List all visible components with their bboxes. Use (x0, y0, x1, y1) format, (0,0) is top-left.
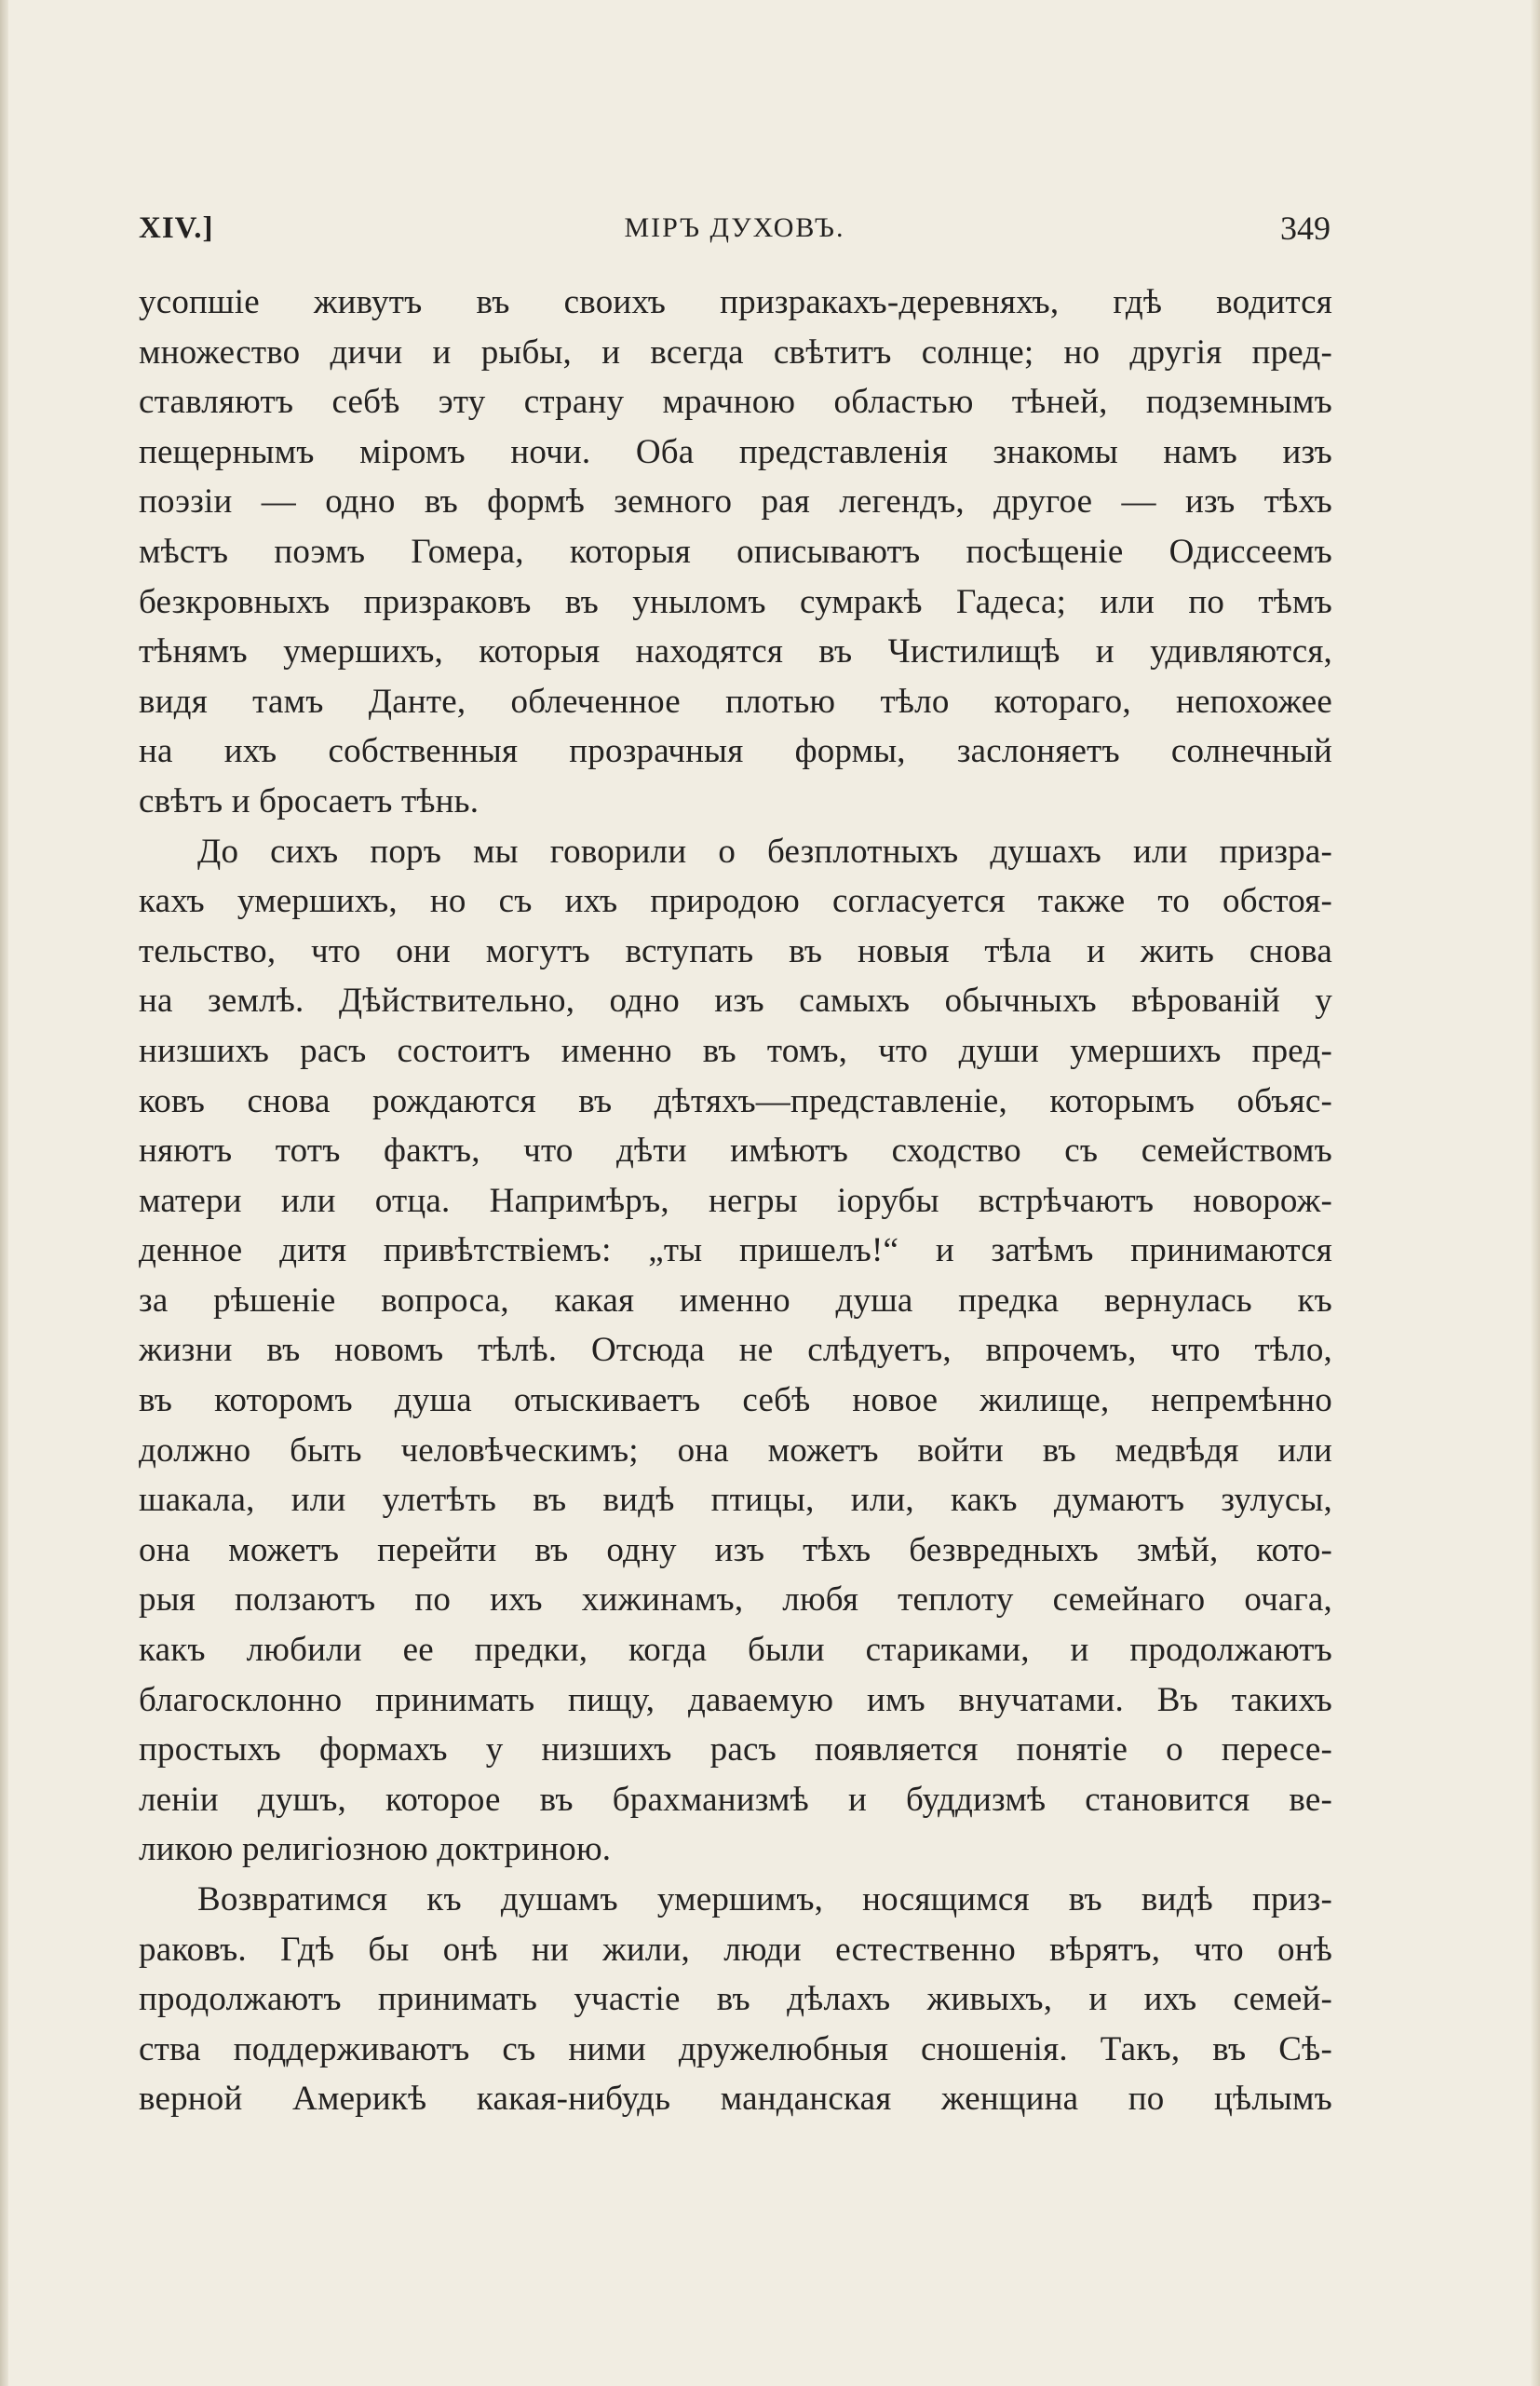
text-line: тѣнямъ умершихъ, которыя находятся въ Чистилищѣ и удивляются, (139, 632, 1332, 671)
text-line: должно быть человѣческимъ; она можетъ войти въ медвѣдя или (139, 1430, 1332, 1470)
text-line: ковъ снова рождаются въ дѣтяхъ—представленіе, которымъ объяс- (139, 1081, 1332, 1120)
page-number: 349 (1280, 210, 1331, 247)
text-line: Возвратимся къ душамъ умершимъ, носящимся въ видѣ приз- (197, 1880, 1332, 1918)
page-edge-left (0, 0, 8, 2386)
text-line: на землѣ. Дѣйствительно, одно изъ самыхъ обычныхъ вѣрованій у (139, 982, 1332, 1021)
text-line: безкровныхъ призраковъ въ уныломъ сумракѣ Гадеса; или по тѣмъ (139, 582, 1332, 621)
page-edge-right (1531, 0, 1540, 2386)
running-title: МIРЪ ДУХОВЪ. (624, 212, 845, 243)
text-line: няютъ тотъ фактъ, что дѣти имѣютъ сходство съ семействомъ (139, 1132, 1332, 1171)
text-line: ства поддерживаютъ съ ними дружелюбныя сношенія. Такъ, въ Сѣ- (139, 2029, 1332, 2068)
text-line: поэзіи — одно въ формѣ земного рая легендъ, другое — изъ тѣхъ (139, 482, 1332, 522)
text-line: До сихъ поръ мы говорили о безплотныхъ душахъ или призра- (197, 832, 1332, 871)
text-line: усопшіе живутъ въ своихъ призракахъ-деревняхъ, гдѣ водится (139, 283, 1332, 321)
text-line: жизни въ новомъ тѣлѣ. Отсюда не слѣдуетъ, впрочемъ, что тѣло, (139, 1331, 1332, 1370)
text-line: за рѣшеніе вопроса, какая именно душа предка вернулась къ (139, 1281, 1332, 1320)
text-line: пещернымъ міромъ ночи. Оба представленія знакомы намъ изъ (139, 432, 1332, 471)
text-line: какъ любили ее предки, когда были стариками, и продолжаютъ (139, 1631, 1332, 1670)
text-line: матери или отца. Напримѣръ, негры іорубы встрѣчаютъ новорож- (139, 1181, 1332, 1220)
text-line: шакала, или улетѣть въ видѣ птицы, или, какъ думаютъ зулусы, (139, 1481, 1332, 1520)
text-line: тельство, что они могутъ вступать въ новыя тѣла и жить снова (139, 931, 1332, 970)
text-line: раковъ. Гдѣ бы онѣ ни жили, люди естественно вѣрятъ, что онѣ (139, 1930, 1332, 1969)
text-line: она можетъ перейти въ одну изъ тѣхъ безвредныхъ змѣй, кото- (139, 1530, 1332, 1569)
text-line: свѣтъ и бросаетъ тѣнь. (139, 781, 480, 820)
running-head (139, 205, 1331, 251)
text-line: рыя ползаютъ по ихъ хижинамъ, любя теплоту семейнаго очага, (139, 1580, 1332, 1620)
text-line: кахъ умершихъ, но съ ихъ природою согласуется также то обстоя- (139, 882, 1332, 921)
text-line: видя тамъ Данте, облеченное плотью тѣло котораго, непохожее (139, 682, 1332, 721)
text-line: благосклонно принимать пищу, даваемую имъ внучатами. Въ такихъ (139, 1680, 1332, 1719)
text-line: на ихъ собственныя прозрачныя формы, заслоняетъ солнечный (139, 732, 1332, 771)
text-line: ликою религіозною доктриною. (139, 1830, 612, 1869)
text-line: въ которомъ душа отыскиваетъ себѣ новое жилище, непремѣнно (139, 1381, 1332, 1420)
text-line: множество дичи и рыбы, и всегда свѣтитъ солнце; но другія пред- (139, 332, 1332, 372)
text-line: денное дитя привѣтствіемъ: „ты пришелъ!“ и затѣмъ принимаются (139, 1231, 1332, 1270)
text-line: верной Америкѣ какая-нибудь манданская женщина по цѣлымъ (139, 2080, 1332, 2119)
text-line: низшихъ расъ состоитъ именно въ томъ, что души умершихъ пред- (139, 1031, 1332, 1070)
text-line: леніи душъ, которое въ брахманизмѣ и буддизмѣ становится ве- (139, 1780, 1332, 1819)
text-line: ставляютъ себѣ эту страну мрачною областью тѣней, подземнымъ (139, 383, 1332, 422)
body-text (139, 278, 1332, 2124)
text-line: простыхъ формахъ у низшихъ расъ появляется понятіе о пересе- (139, 1730, 1332, 1769)
chapter-number: XIV.] (139, 211, 214, 245)
text-line: мѣстъ поэмъ Гомера, которыя описываютъ посѣщеніе Одиссеемъ (139, 532, 1332, 571)
text-line: продолжаютъ принимать участіе въ дѣлахъ живыхъ, и ихъ семей- (139, 1980, 1332, 2019)
